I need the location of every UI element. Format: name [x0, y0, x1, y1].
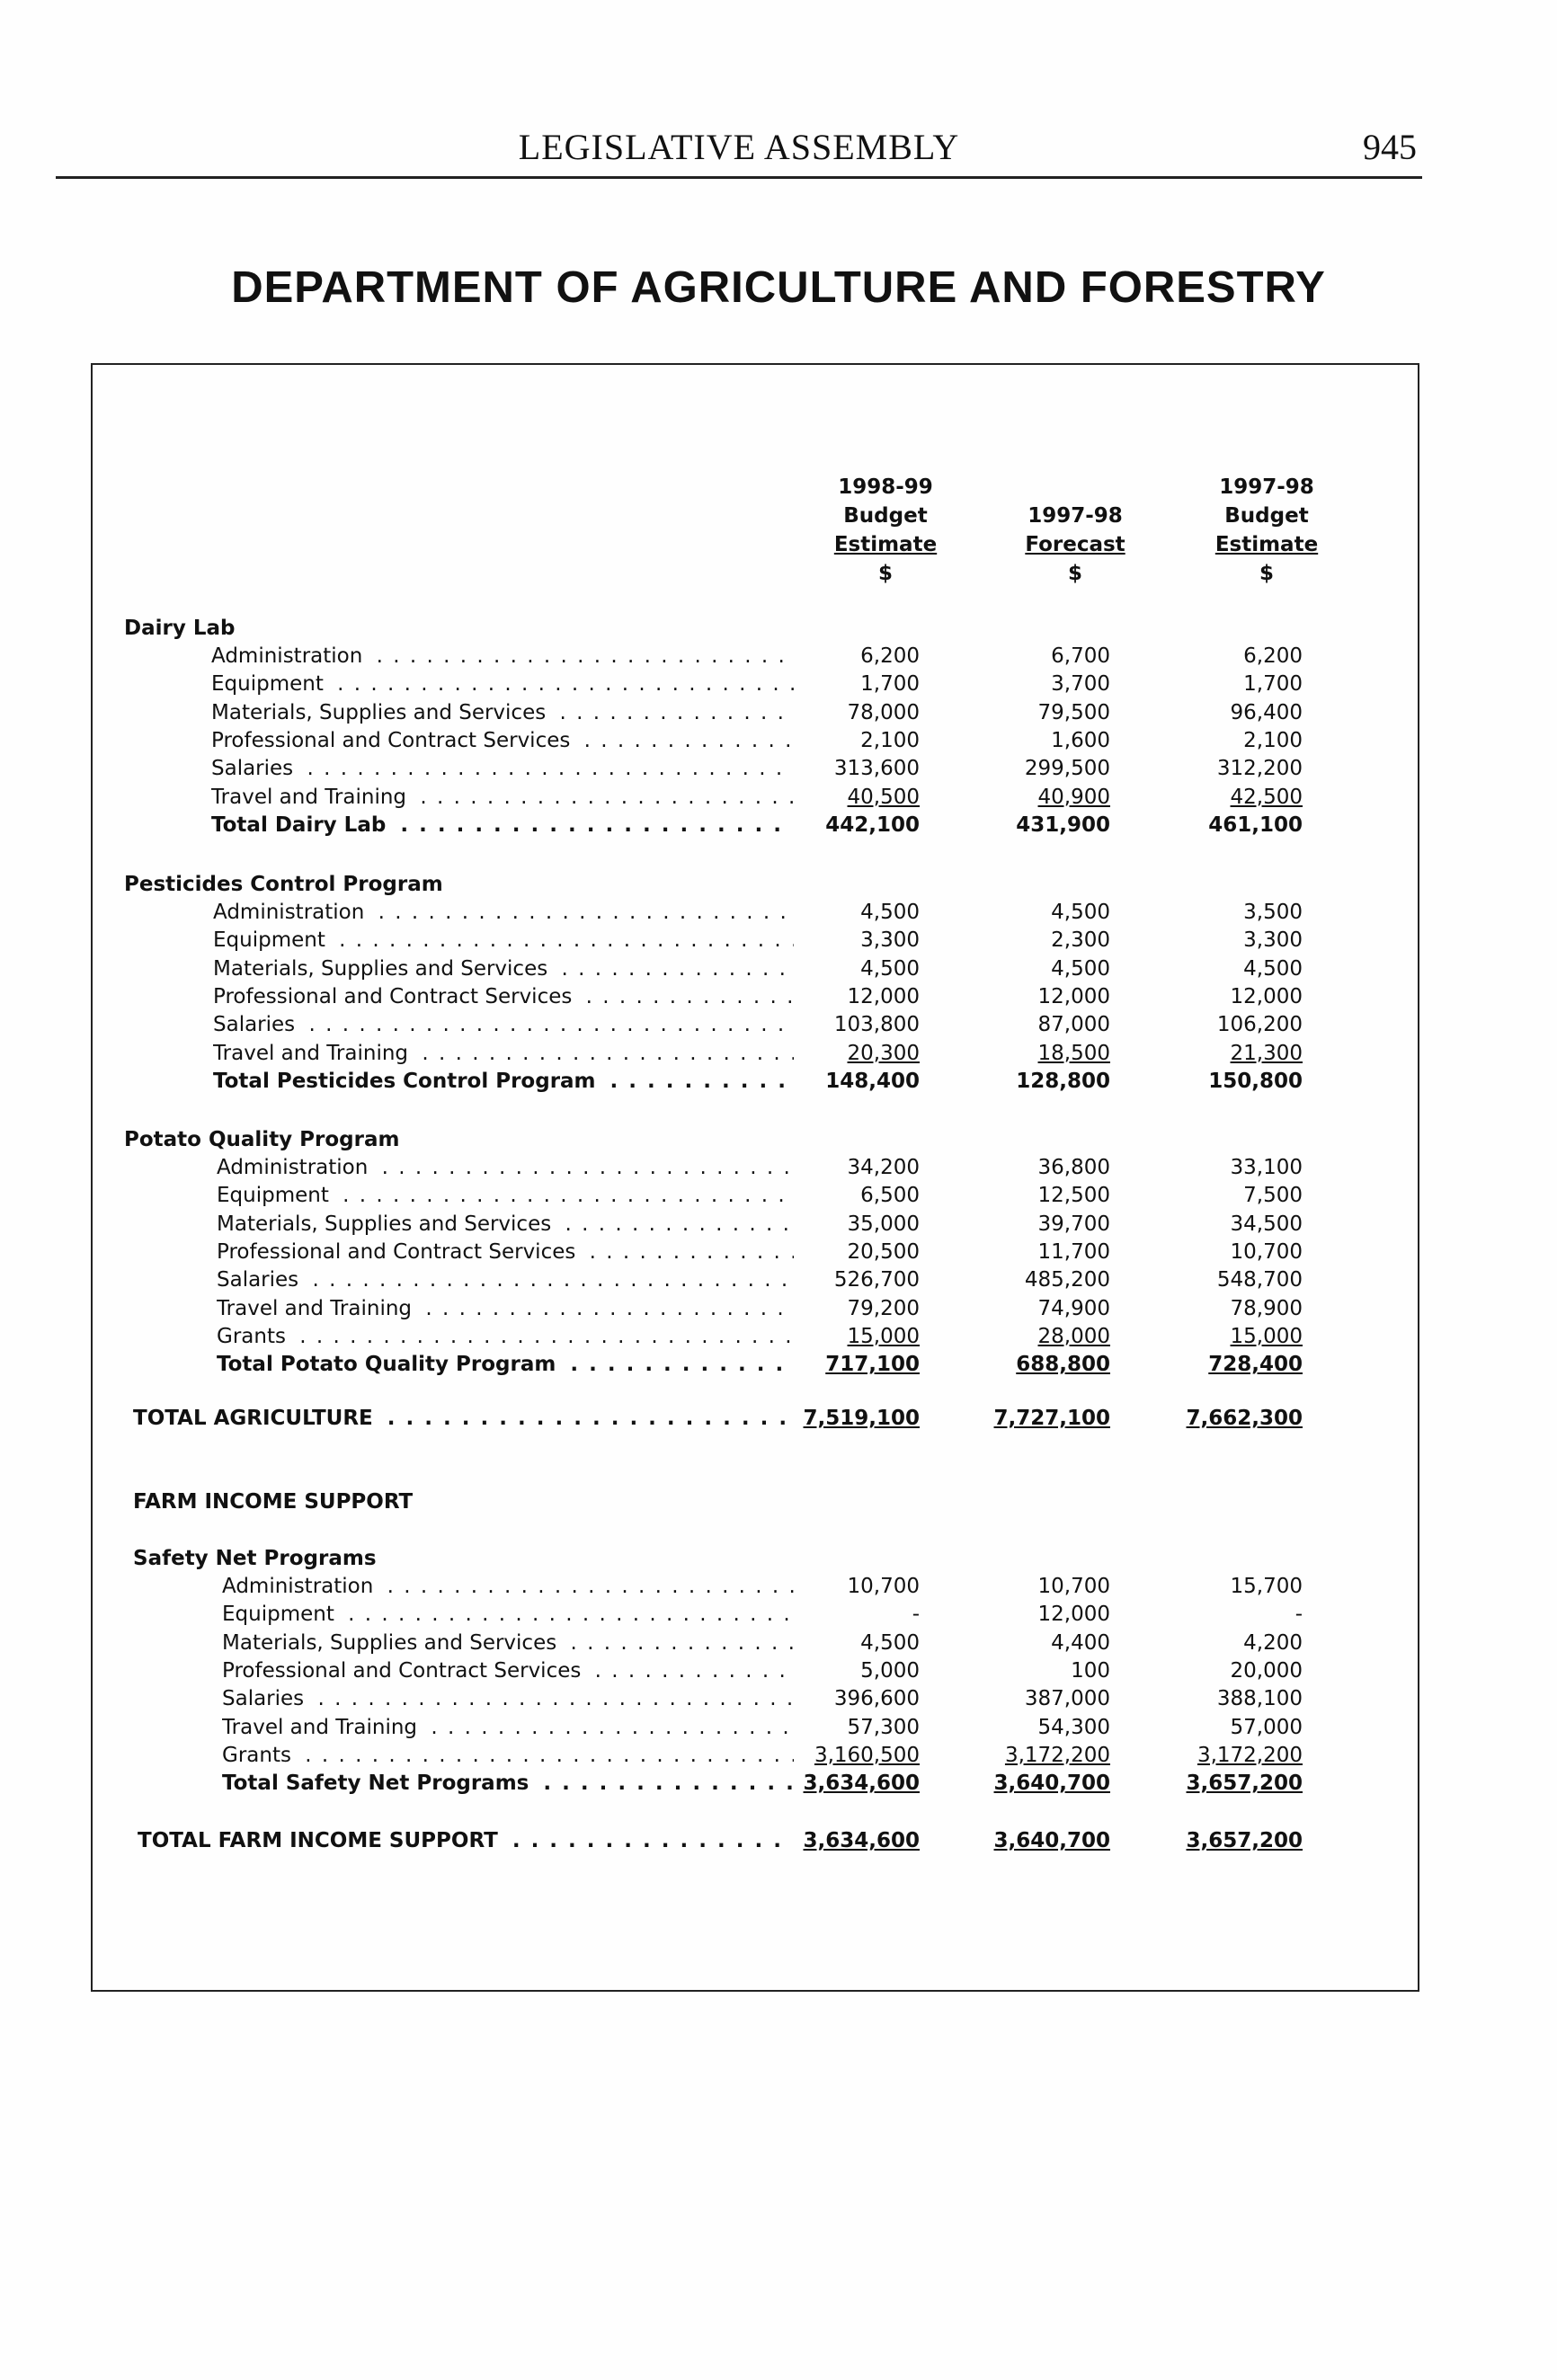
value-1998-99-estimate: 3,634,600 [803, 1772, 920, 1796]
row-label-text: Administration [217, 1156, 373, 1179]
row-label-text: Total Dairy Lab [211, 813, 391, 837]
row-label-text: Salaries [222, 1687, 309, 1710]
value-1997-98-forecast: 87,000 [1037, 1013, 1110, 1037]
value-1997-98-forecast: 128,800 [1016, 1069, 1110, 1093]
row-label [211, 727, 794, 755]
value-1997-98-estimate: 106,200 [1216, 1013, 1303, 1037]
row-label-text: Professional and Contract Services [222, 1659, 586, 1683]
value-1998-99-estimate: 313,600 [833, 757, 920, 781]
value-1998-99-estimate: 35,000 [847, 1212, 920, 1236]
value-1997-98-estimate: 548,700 [1216, 1268, 1303, 1292]
value-1997-98-estimate: 15,000 [1230, 1324, 1303, 1348]
value-1998-99-estimate: 717,100 [825, 1353, 920, 1377]
value-1997-98-estimate: 388,100 [1216, 1687, 1303, 1711]
value-1997-98-estimate: 312,200 [1216, 757, 1303, 781]
row-label [222, 1770, 794, 1798]
value-1997-98-estimate: 2,100 [1243, 728, 1303, 752]
value-1997-98-estimate: 7,500 [1243, 1184, 1303, 1208]
column-head-1998-99-estimate [796, 473, 975, 588]
row-label [217, 1239, 794, 1266]
section-total-row [93, 812, 1418, 839]
line-item-row [93, 1323, 1418, 1351]
page-number: 945 [1363, 127, 1417, 167]
value-1997-98-forecast: 28,000 [1037, 1324, 1110, 1348]
value-1997-98-forecast: 36,800 [1037, 1156, 1110, 1179]
value-1997-98-estimate: 21,300 [1230, 1041, 1303, 1065]
value-1997-98-forecast: 54,300 [1037, 1715, 1110, 1739]
value-1997-98-estimate: 33,100 [1230, 1156, 1303, 1179]
value-1998-99-estimate: 526,700 [833, 1268, 920, 1292]
section-heading: Safety Net Programs [133, 1547, 377, 1570]
line-item-row [93, 699, 1418, 727]
value-1997-98-forecast: 12,500 [1037, 1184, 1110, 1208]
col-head-line: Forecast [1025, 533, 1125, 556]
value-1997-98-forecast: 2,300 [1051, 928, 1110, 953]
value-1998-99-estimate: 20,300 [847, 1041, 920, 1065]
line-item-row [93, 983, 1418, 1011]
value-1997-98-forecast: 12,000 [1037, 1603, 1110, 1627]
value-1997-98-forecast: 11,700 [1037, 1239, 1110, 1264]
row-label [213, 927, 794, 955]
section-heading-safety-net [93, 1545, 1418, 1573]
value-1997-98-forecast: 688,800 [1016, 1353, 1110, 1377]
row-label-text: Materials, Supplies and Services [211, 701, 551, 724]
value-1998-99-estimate: 6,500 [860, 1184, 920, 1208]
line-item-row [93, 955, 1418, 983]
row-label-text: Total Pesticides Control Program [213, 1070, 601, 1093]
value-1998-99-estimate: 4,500 [860, 901, 920, 924]
section-heading-dairy-lab [93, 615, 1418, 643]
line-item-row [93, 1573, 1418, 1601]
value-1997-98-estimate: 96,400 [1230, 700, 1303, 724]
row-label [217, 1323, 794, 1351]
line-item-row [93, 1040, 1418, 1068]
row-label [213, 899, 794, 927]
value-1997-98-estimate: 3,300 [1243, 928, 1303, 953]
line-item-row [93, 1295, 1418, 1323]
value-1998-99-estimate: 40,500 [847, 785, 920, 809]
row-label [217, 1351, 794, 1379]
row-label-text: Salaries [213, 1013, 300, 1036]
row-label [211, 699, 794, 727]
row-label [138, 1827, 794, 1855]
total-agriculture-row [93, 1405, 1418, 1433]
section-total-row [93, 1068, 1418, 1096]
row-label-text: Professional and Contract Services [213, 985, 577, 1008]
col-head-line: Estimate [833, 533, 938, 556]
line-item-row [93, 1630, 1418, 1657]
row-label [133, 1405, 794, 1433]
row-label-text: Total Potato Quality Program [217, 1353, 561, 1376]
row-label-text: Travel and Training [213, 1042, 414, 1065]
line-item-row [93, 1657, 1418, 1685]
row-label-text: Materials, Supplies and Services [222, 1631, 562, 1655]
running-head-title: LEGISLATIVE ASSEMBLY [518, 127, 960, 167]
value-1997-98-estimate: 57,000 [1230, 1715, 1303, 1739]
value-1997-98-estimate: 7,662,300 [1186, 1407, 1303, 1430]
value-1998-99-estimate: 3,160,500 [814, 1743, 920, 1767]
line-item-row [93, 1742, 1418, 1770]
row-label-text: Travel and Training [217, 1297, 417, 1320]
row-label-text: Salaries [211, 757, 298, 780]
column-head-1997-98-estimate [1177, 473, 1357, 588]
line-item-row [93, 1266, 1418, 1294]
value-1997-98-forecast: 3,640,700 [993, 1772, 1110, 1796]
value-1998-99-estimate: 103,800 [833, 1013, 920, 1037]
farm-income-support-heading [93, 1488, 1418, 1516]
row-label [217, 1182, 794, 1210]
section-total-row [93, 1351, 1418, 1379]
value-1998-99-estimate: 10,700 [847, 1575, 920, 1598]
col-head-unit: $ [1067, 562, 1082, 585]
value-1997-98-estimate: 461,100 [1208, 813, 1303, 837]
value-1998-99-estimate: 442,100 [825, 813, 920, 837]
line-item-row [93, 1714, 1418, 1742]
row-label [222, 1685, 794, 1713]
row-label-text: Materials, Supplies and Services [217, 1212, 556, 1236]
row-label-text: Equipment [217, 1184, 334, 1207]
value-1997-98-estimate: 150,800 [1208, 1069, 1303, 1093]
value-1997-98-forecast: 3,640,700 [993, 1829, 1110, 1852]
value-1997-98-forecast: 3,172,200 [1004, 1743, 1110, 1767]
col-head-line: Estimate [1214, 533, 1319, 556]
value-1998-99-estimate: 78,000 [847, 700, 920, 724]
value-1997-98-estimate: 42,500 [1230, 785, 1303, 809]
section-heading-potato [93, 1126, 1418, 1154]
value-1997-98-estimate: 12,000 [1230, 984, 1303, 1008]
row-label-text: Equipment [222, 1603, 340, 1626]
section-total-row [93, 1770, 1418, 1798]
row-label [211, 812, 794, 839]
value-1998-99-estimate: 3,634,600 [803, 1829, 920, 1852]
col-head-unit: $ [877, 562, 893, 585]
value-1998-99-estimate: 20,500 [847, 1239, 920, 1264]
value-1998-99-estimate: 4,500 [860, 1630, 920, 1655]
row-label [222, 1714, 794, 1742]
section-heading: Potato Quality Program [124, 1128, 400, 1151]
value-1997-98-forecast: 79,500 [1037, 700, 1110, 724]
row-label-text: Salaries [217, 1268, 304, 1292]
value-1997-98-estimate: 1,700 [1243, 672, 1303, 697]
value-1997-98-forecast: 431,900 [1016, 813, 1110, 837]
value-1998-99-estimate: 6,200 [860, 644, 920, 668]
value-1997-98-estimate: 3,172,200 [1197, 1743, 1303, 1767]
value-1997-98-estimate: 6,200 [1243, 644, 1303, 668]
row-label [217, 1266, 794, 1294]
col-head-line: 1998-99 [838, 475, 933, 499]
row-label [213, 1040, 794, 1068]
row-label [211, 755, 794, 783]
line-item-row [93, 1685, 1418, 1713]
row-label [222, 1573, 794, 1601]
section-heading: FARM INCOME SUPPORT [133, 1490, 414, 1514]
line-item-row [93, 755, 1418, 783]
row-label-text: TOTAL FARM INCOME SUPPORT [138, 1829, 503, 1852]
column-head-1997-98-forecast [985, 502, 1165, 588]
row-label [213, 983, 794, 1011]
line-item-row [93, 1211, 1418, 1239]
value-1998-99-estimate: 5,000 [860, 1658, 920, 1683]
value-1997-98-forecast: 4,400 [1051, 1630, 1110, 1655]
value-1998-99-estimate: 34,200 [847, 1156, 920, 1179]
value-1997-98-estimate: 3,657,200 [1186, 1772, 1303, 1796]
value-1997-98-estimate: 728,400 [1208, 1353, 1303, 1377]
row-label [222, 1742, 794, 1770]
value-1997-98-estimate: - [1295, 1603, 1303, 1627]
row-label-text: Equipment [213, 928, 331, 952]
row-label-text: Total Safety Net Programs [222, 1772, 534, 1795]
budget-table [91, 363, 1419, 1992]
value-1998-99-estimate: 148,400 [825, 1069, 920, 1093]
row-label-text: Travel and Training [211, 786, 412, 809]
row-label-text: Materials, Supplies and Services [213, 957, 553, 981]
row-label [211, 670, 794, 698]
line-item-row [93, 1239, 1418, 1266]
row-label [217, 1211, 794, 1239]
line-item-row [93, 643, 1418, 670]
total-farm-income-support-row [93, 1827, 1418, 1855]
row-label [217, 1154, 794, 1182]
value-1997-98-estimate: 10,700 [1230, 1239, 1303, 1264]
row-label-text: Grants [217, 1325, 291, 1348]
value-1997-98-forecast: 100 [1071, 1658, 1110, 1683]
row-label [217, 1295, 794, 1323]
col-head-line: Budget [843, 504, 928, 528]
col-head-unit: $ [1259, 562, 1274, 585]
value-1998-99-estimate: 4,500 [860, 956, 920, 981]
col-head-line: 1997-98 [1219, 475, 1314, 499]
value-1997-98-forecast: 3,700 [1051, 672, 1110, 697]
value-1997-98-estimate: 15,700 [1230, 1575, 1303, 1598]
row-label [222, 1630, 794, 1657]
value-1998-99-estimate: 2,100 [860, 728, 920, 752]
department-title: DEPARTMENT OF AGRICULTURE AND FORESTRY [231, 263, 1326, 312]
value-1998-99-estimate: 12,000 [847, 984, 920, 1008]
value-1998-99-estimate: 57,300 [847, 1715, 920, 1739]
value-1997-98-forecast: 6,700 [1051, 644, 1110, 668]
row-label-text: Administration [222, 1575, 378, 1598]
value-1997-98-forecast: 1,600 [1051, 728, 1110, 752]
value-1997-98-estimate: 4,500 [1243, 956, 1303, 981]
value-1997-98-forecast: 39,700 [1037, 1212, 1110, 1236]
value-1998-99-estimate: 3,300 [860, 928, 920, 953]
col-head-line: 1997-98 [1028, 504, 1123, 528]
row-label-text: Administration [211, 644, 368, 668]
row-label-text: Travel and Training [222, 1716, 423, 1739]
value-1997-98-estimate: 4,200 [1243, 1630, 1303, 1655]
value-1998-99-estimate: 15,000 [847, 1324, 920, 1348]
line-item-row [93, 670, 1418, 698]
value-1997-98-estimate: 20,000 [1230, 1658, 1303, 1683]
section-heading-pesticides [93, 871, 1418, 899]
row-label-text: Professional and Contract Services [211, 729, 575, 752]
line-item-row [93, 1601, 1418, 1629]
line-item-row [93, 1154, 1418, 1182]
value-1997-98-forecast: 387,000 [1024, 1687, 1110, 1711]
row-label-text: TOTAL AGRICULTURE [133, 1407, 378, 1430]
line-item-row [93, 1182, 1418, 1210]
value-1997-98-estimate: 3,657,200 [1186, 1829, 1303, 1852]
value-1997-98-forecast: 74,900 [1037, 1296, 1110, 1320]
row-label [222, 1657, 794, 1685]
row-label [213, 1011, 794, 1039]
row-label [213, 955, 794, 983]
value-1997-98-estimate: 34,500 [1230, 1212, 1303, 1236]
row-label-text: Administration [213, 901, 369, 924]
row-label-text: Professional and Contract Services [217, 1240, 581, 1264]
value-1997-98-forecast: 485,200 [1024, 1268, 1110, 1292]
line-item-row [93, 727, 1418, 755]
value-1997-98-forecast: 10,700 [1037, 1575, 1110, 1598]
row-label [222, 1601, 794, 1629]
row-label [213, 1068, 794, 1096]
value-1998-99-estimate: 7,519,100 [803, 1407, 920, 1430]
col-head-line: Budget [1224, 504, 1309, 528]
running-head [56, 126, 1422, 179]
value-1997-98-forecast: 4,500 [1051, 901, 1110, 924]
value-1998-99-estimate: - [912, 1603, 920, 1627]
row-label-text: Grants [222, 1744, 297, 1767]
row-label [211, 784, 794, 812]
section-heading: Dairy Lab [124, 617, 236, 640]
row-label-text: Equipment [211, 672, 329, 696]
value-1997-98-forecast: 7,727,100 [993, 1407, 1110, 1430]
line-item-row [93, 1011, 1418, 1039]
value-1998-99-estimate: 79,200 [847, 1296, 920, 1320]
value-1997-98-estimate: 78,900 [1230, 1296, 1303, 1320]
value-1997-98-forecast: 4,500 [1051, 956, 1110, 981]
value-1997-98-forecast: 12,000 [1037, 984, 1110, 1008]
value-1998-99-estimate: 1,700 [860, 672, 920, 697]
value-1997-98-estimate: 3,500 [1243, 901, 1303, 924]
line-item-row [93, 784, 1418, 812]
value-1997-98-forecast: 299,500 [1024, 757, 1110, 781]
value-1998-99-estimate: 396,600 [833, 1687, 920, 1711]
value-1997-98-forecast: 40,900 [1037, 785, 1110, 809]
row-label [211, 643, 794, 670]
line-item-row [93, 927, 1418, 955]
value-1997-98-forecast: 18,500 [1037, 1041, 1110, 1065]
section-heading: Pesticides Control Program [124, 873, 443, 896]
line-item-row [93, 899, 1418, 927]
